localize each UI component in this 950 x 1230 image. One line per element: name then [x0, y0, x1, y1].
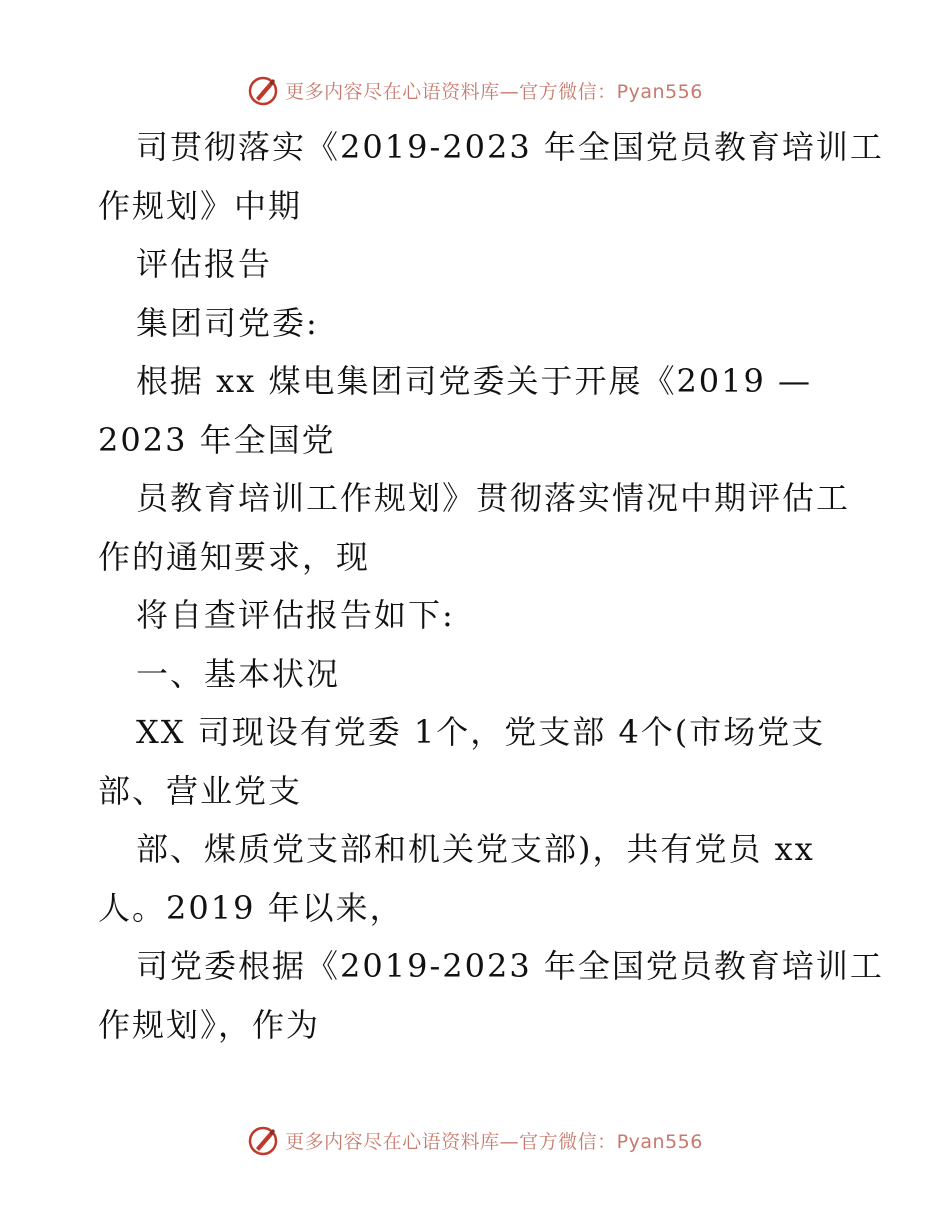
- text-line: 2023 年全国党: [98, 420, 336, 459]
- text-line: 部、营业党支: [98, 771, 303, 810]
- text-line: 作的通知要求，现: [98, 537, 371, 576]
- watermark-text: 更多内容尽在心语资料库—官方微信：Pyan556: [285, 1130, 703, 1153]
- text-line: 作规划》中期: [98, 186, 303, 225]
- text-line: 评估报告: [136, 245, 273, 283]
- watermark-text: 更多内容尽在心语资料库—官方微信：Pyan556: [285, 80, 703, 103]
- text-line: 根据 xx 煤电集团司党委关于开展《2019 —: [136, 362, 813, 400]
- text-line: XX 司现设有党委 1个，党支部 4个(市场党支: [136, 713, 826, 751]
- text-line: 人。2019 年以来，: [98, 888, 404, 927]
- document-body: [98, 118, 884, 1054]
- watermark-header: [0, 70, 950, 110]
- text-line: 司贯彻落实《2019-2023 年全国党员教育培训工: [136, 128, 884, 166]
- watermark-footer: [0, 1120, 950, 1160]
- text-line: 作规划》，作为: [98, 1005, 321, 1044]
- section-heading: 一、基本状况: [136, 654, 341, 693]
- pen-logo-icon: [247, 1124, 279, 1156]
- text-line: 部、煤质党支部和机关党支部)，共有党员 xx: [136, 830, 815, 868]
- text-line: 集团司党委:: [136, 303, 319, 342]
- pen-logo-icon: [247, 74, 279, 106]
- text-line: 将自查评估报告如下:: [136, 596, 455, 634]
- text-line: 员教育培训工作规划》贯彻落实情况中期评估工: [136, 479, 851, 517]
- text-line: 司党委根据《2019-2023 年全国党员教育培训工: [136, 947, 884, 985]
